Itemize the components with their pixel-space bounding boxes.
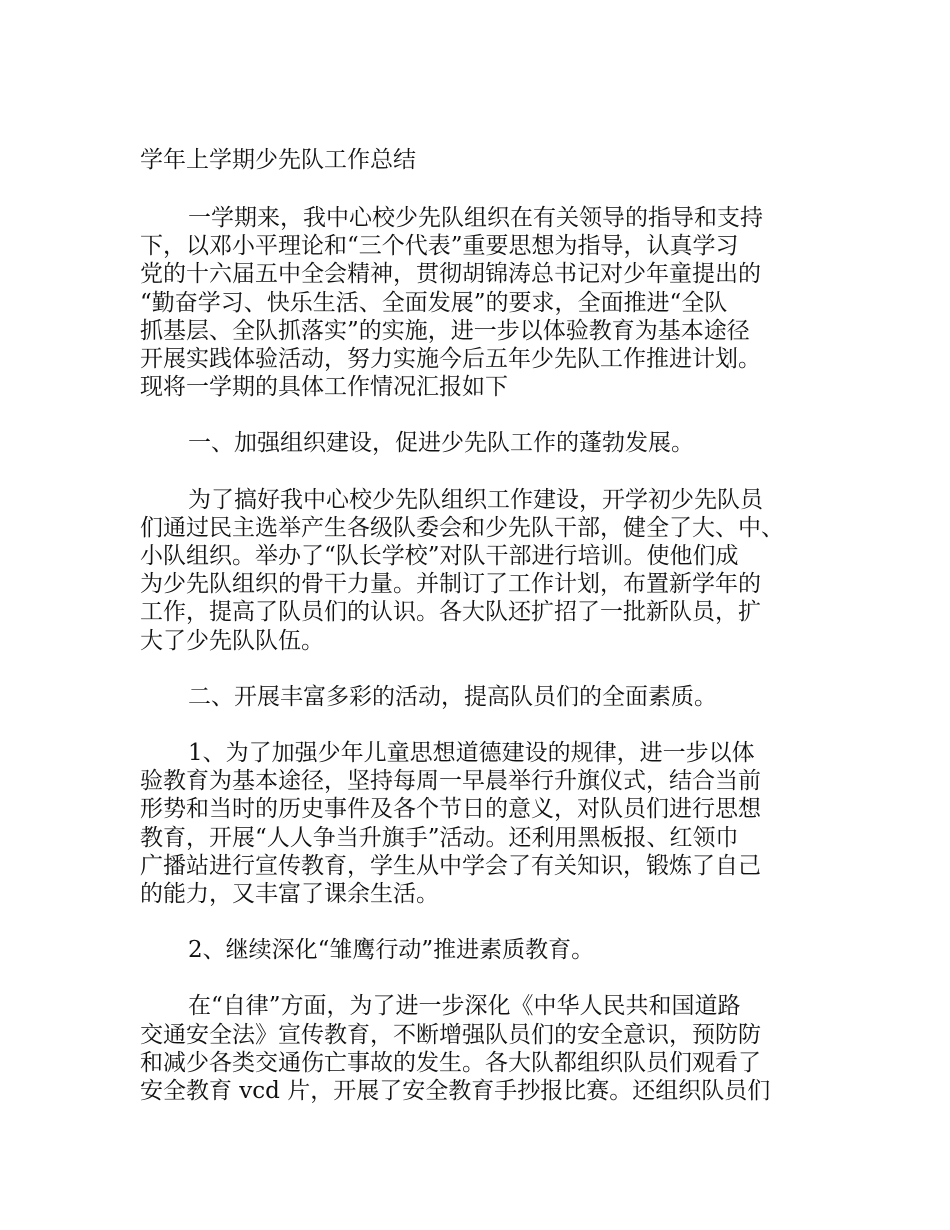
paragraph (140, 739, 820, 908)
paragraph-line: 在“自律”方面，为了进一步深化《中华人民共和国道路 (188, 993, 741, 1020)
paragraph-line: 二、开展丰富多彩的活动，提高队员们的全面素质。 (188, 683, 717, 710)
paragraph-line: 和减少各类交通伤亡事故的发生。各大队都组织队员们观看了 (140, 1049, 761, 1076)
paragraph-list (140, 204, 820, 1105)
paragraph-line: 教育，开展“人人争当升旗手”活动。还利用黑板报、红领巾 (140, 824, 739, 851)
document-title: 学年上学期少先队工作总结 (140, 147, 416, 173)
paragraph (140, 429, 820, 457)
paragraph-line: 小队组织。举办了“队长学校”对队干部进行培训。使他们成 (140, 543, 739, 570)
paragraph (140, 486, 820, 655)
paragraph-line: 广播站进行宣传教育，学生从中学会了有关知识，锻炼了自己 (140, 852, 761, 879)
paragraph-line: 安全教育 vcd 片，开展了安全教育手抄报比赛。还组织队员们 (140, 1078, 771, 1105)
paragraph-line: 2、继续深化“雏鹰行动”推进素质教育。 (188, 937, 595, 964)
document-body (140, 146, 820, 1133)
paragraph-line: “勤奋学习、快乐生活、全面发展”的要求，全面推进“全队 (140, 289, 728, 316)
paragraph-line: 交通安全法》宣传教育，不断增强队员们的安全意识，预防防 (140, 1021, 761, 1048)
paragraph (140, 936, 820, 964)
paragraph-line: 形势和当时的历史事件及各个节日的意义，对队员们进行思想 (140, 796, 761, 823)
paragraph-line: 抓基层、全队抓落实”的实施，进一步以体验教育为基本途径 (140, 317, 750, 344)
paragraph-line: 大了少先队队伍。 (140, 627, 324, 654)
paragraph-line: 验教育为基本途径，坚持每周一早晨举行升旗仪式，结合当前 (140, 768, 761, 795)
paragraph-line: 开展实践体验活动，努力实施今后五年少先队工作推进计划。 (140, 346, 761, 373)
paragraph-line: 为了搞好我中心校少先队组织工作建设，开学初少先队员 (188, 486, 763, 513)
paragraph-line: 1、为了加强少年儿童思想道德建设的规律，进一步以体 (188, 740, 755, 767)
paragraph (140, 204, 820, 401)
paragraph-line: 党的十六届五中全会精神，贯彻胡锦涛总书记对少年童提出的 (140, 261, 761, 288)
paragraph (140, 683, 820, 711)
paragraph-line: 为少先队组织的骨干力量。并制订了工作计划，布置新学年的 (140, 571, 761, 598)
paragraph-line: 工作，提高了队员们的认识。各大队还扩招了一批新队员，扩 (140, 599, 761, 626)
paragraph-line: 们通过民主选举产生各级队委会和少先队干部，健全了大、中、 (140, 514, 784, 541)
paragraph-line: 下，以邓小平理论和“三个代表”重要思想为指导，认真学习 (140, 233, 739, 260)
paragraph (140, 992, 820, 1105)
paragraph-line: 一学期来，我中心校少先队组织在有关领导的指导和支持 (188, 205, 763, 231)
paragraph-line: 一、加强组织建设，促进少先队工作的蓬勃发展。 (188, 430, 694, 457)
paragraph-line: 现将一学期的具体工作情况汇报如下 (140, 374, 508, 401)
paragraph-line: 的能力，又丰富了课余生活。 (140, 881, 439, 908)
